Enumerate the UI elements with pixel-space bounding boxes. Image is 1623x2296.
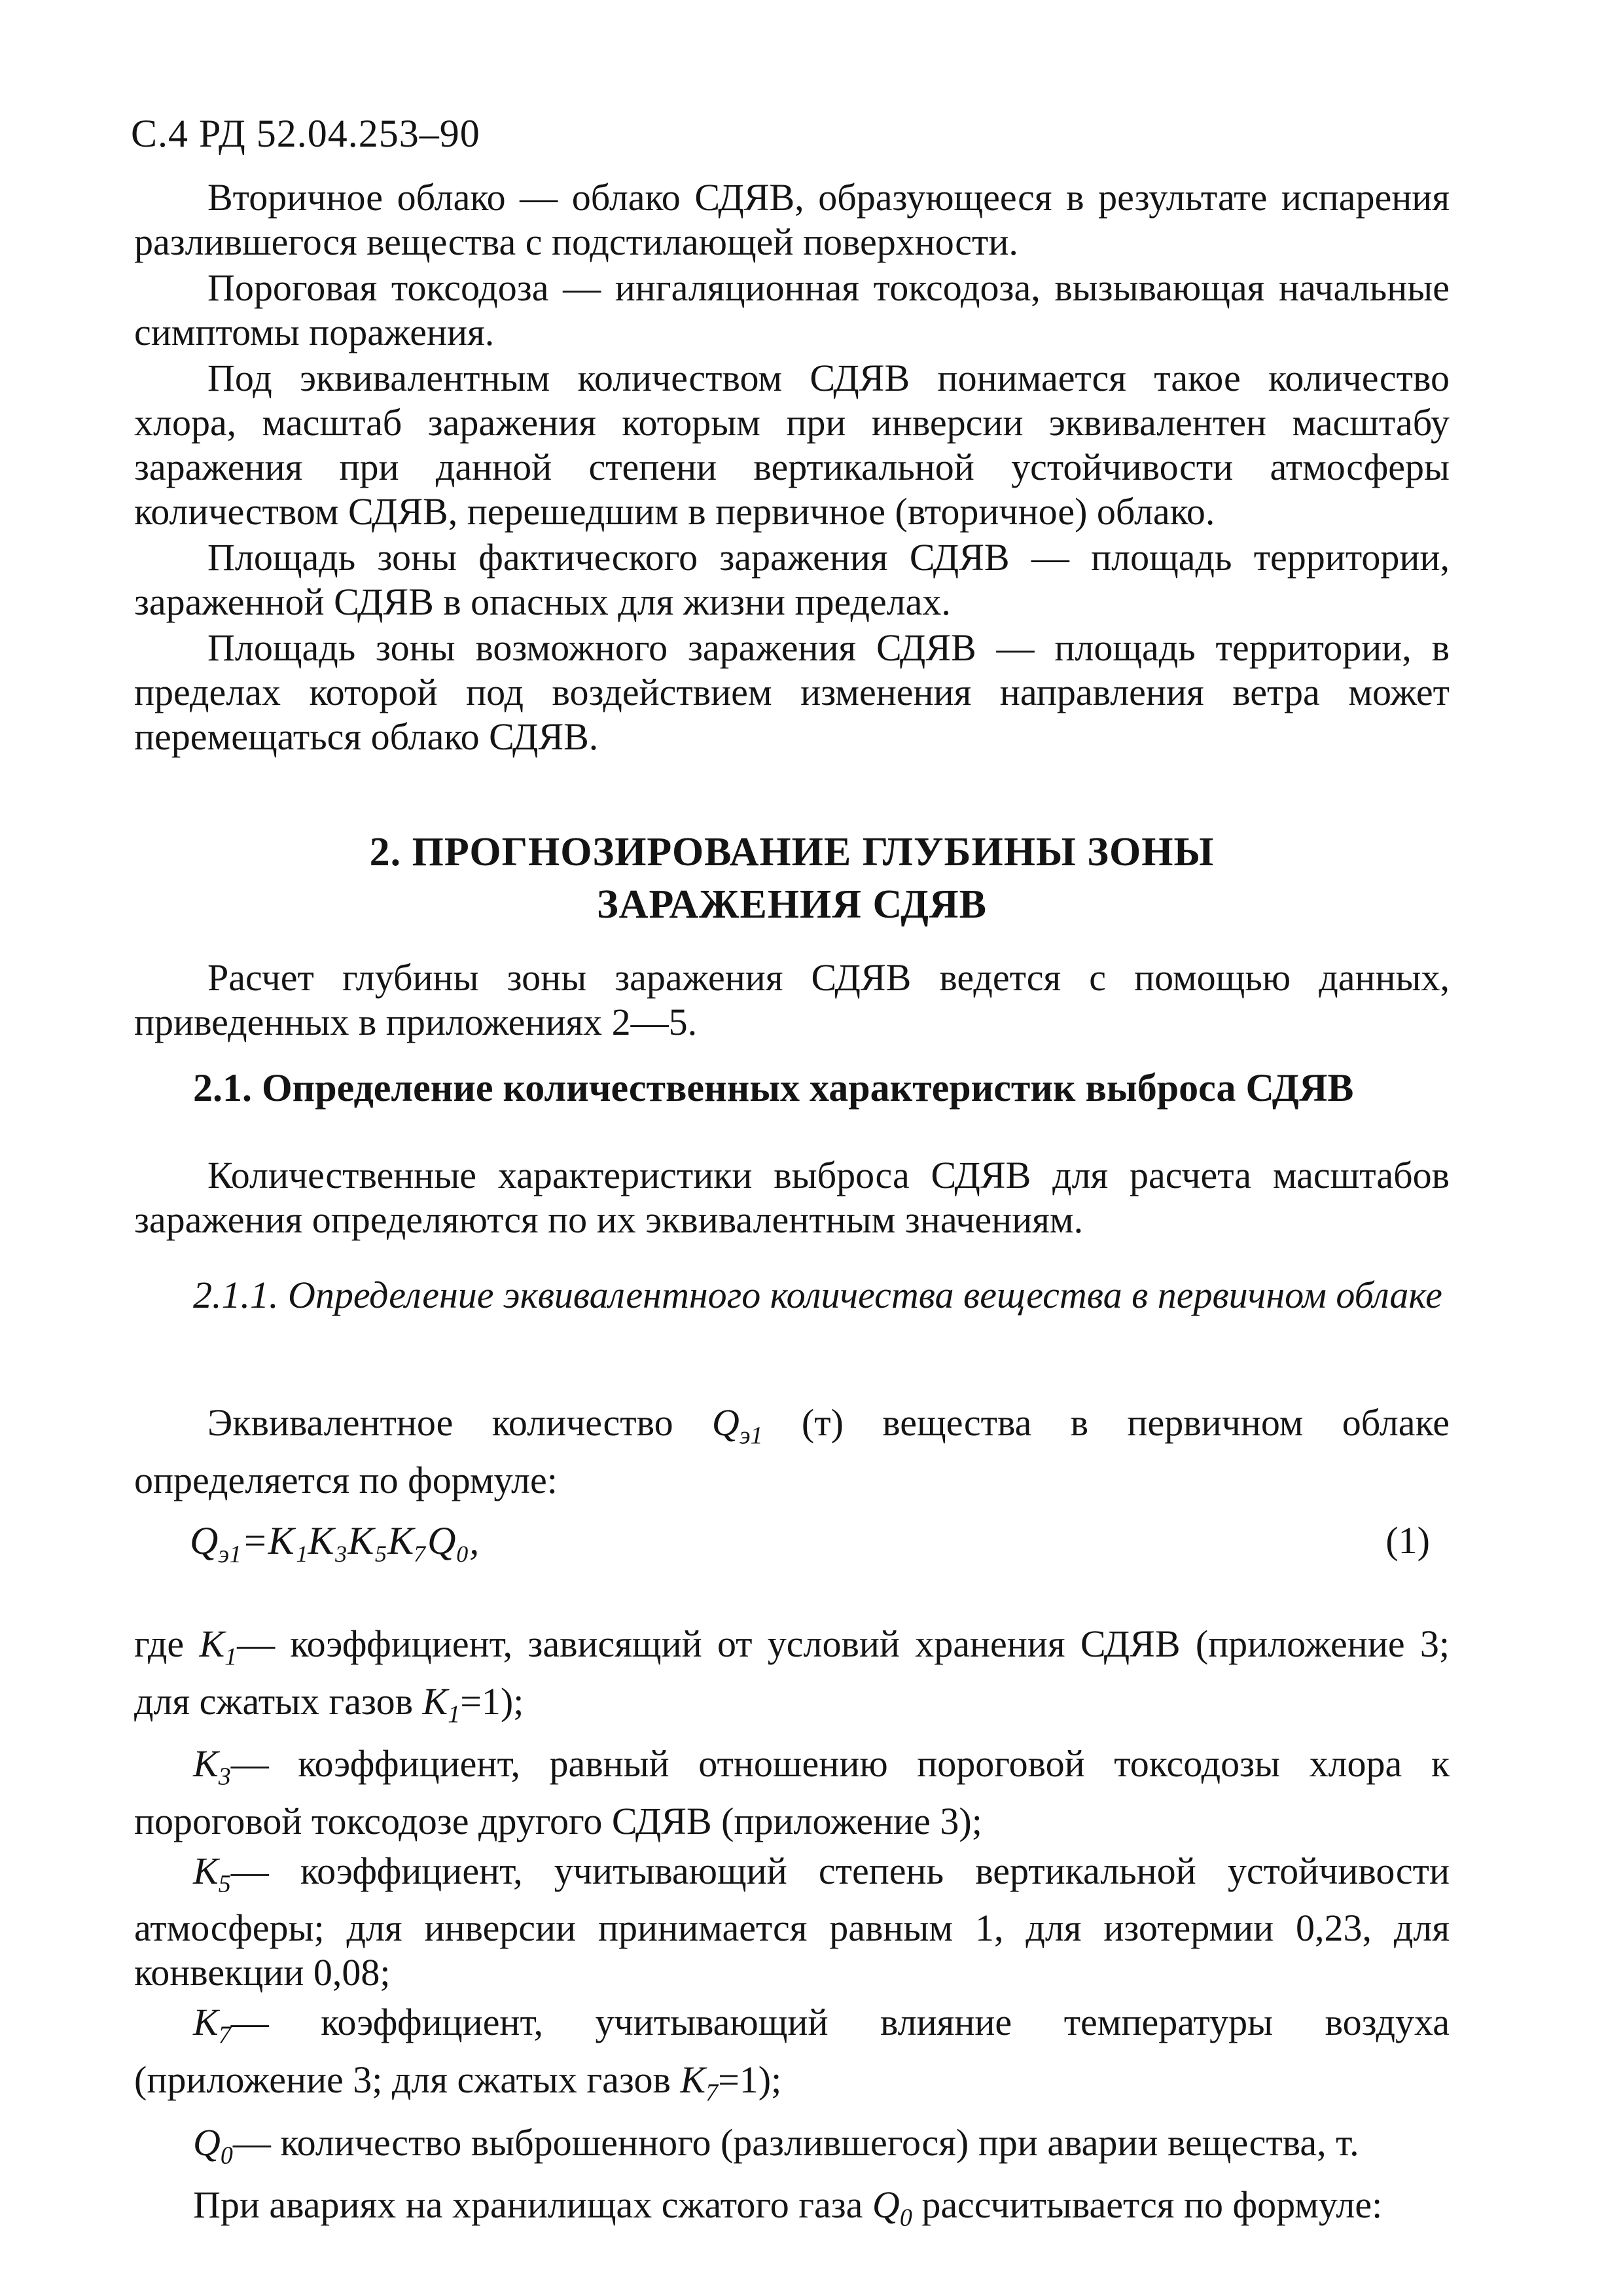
k-subscript: 1 (224, 1643, 238, 1671)
q-symbol (711, 1401, 763, 1450)
k-subscript: 3 (218, 1763, 231, 1791)
formula-q-subscript: э1 (218, 1541, 242, 1568)
formula-number: (1) (1385, 1519, 1430, 1562)
k-subscript: 7 (218, 2021, 231, 2049)
q-subscript: 0 (220, 2142, 233, 2170)
k-subscript: 5 (218, 1870, 231, 1898)
k-subscript: 1 (448, 1700, 461, 1729)
where-prefix: где (134, 1623, 200, 1665)
k1-tail: =1); (460, 1679, 524, 1723)
k1-symbol (422, 1679, 461, 1729)
section-intro: Расчет глубины зоны заражения СДЯВ ведется с помощью данных, приведенных в приложениях 2—5. (134, 956, 1450, 1043)
k7-symbol (193, 2001, 231, 2049)
lead-text: (т) вещества в первичном облаке определяется по формуле: (134, 1401, 1450, 1501)
formula-body: =K₁K₃K₅K₇Q₀, (241, 1519, 480, 1562)
k7-description: — коэффициент, учитывающий влияние температуры воздуха (приложение 3; для сжатых газов (134, 2001, 1450, 2101)
variable-k7 (134, 2000, 1450, 2115)
closing-text: При авариях на хранилищах сжатого газа (193, 2183, 872, 2227)
definition-paragraph: Под эквивалентным количеством СДЯВ понимается такое количество хлора, масштаб заражения которым при инверсии эквивалентен масштабу заражения при данной степени вертикальной устойчивости атмосферы количеством СДЯВ, перешедшим в первичное (вторичное) облако. (134, 357, 1450, 533)
variable-q0 (134, 2121, 1450, 2178)
k5-symbol (193, 1849, 231, 1898)
page-header: С.4 РД 52.04.253–90 (131, 112, 480, 155)
k-letter: K (193, 2001, 219, 2044)
formula-q: Q (190, 1519, 219, 1562)
formula-row (134, 1518, 1450, 1571)
k-subscript: 7 (705, 2079, 719, 2107)
section-heading (134, 826, 1450, 931)
definition-paragraph: Площадь зоны возможного заражения СДЯВ — площадь территории, в пределах которой под воздействием изменения направления ветра может перемещаться облако СДЯВ. (134, 626, 1450, 758)
subsection-heading: 2.1. Определение количественных характеристик выброса СДЯВ (193, 1066, 1354, 1109)
definition-paragraph: Площадь зоны фактического заражения СДЯВ — площадь территории, зараженной СДЯВ в опасных для жизни пределах. (134, 536, 1450, 623)
q0-symbol (872, 2183, 912, 2232)
variables-list (134, 1622, 1450, 2246)
subsection-text-block (134, 1153, 1450, 1244)
sub-subsection-heading: 2.1.1. Определение эквивалентного количества вещества в первичном облаке (193, 1274, 1442, 1316)
k1-description: — коэффициент, зависящий от условий хранения СДЯВ (приложение 3; для сжатых газов (134, 1623, 1450, 1723)
k7-symbol (680, 2058, 719, 2107)
variable-k3 (134, 1742, 1450, 1844)
definition-paragraph: Пороговая токсодоза — ингаляционная токсодоза, вызывающая начальные симптомы поражения. (134, 266, 1450, 353)
q-letter: Q (711, 1401, 740, 1444)
closing-text: рассчитывается по формуле: (912, 2183, 1383, 2227)
lead-text: Эквивалентное количество (207, 1401, 712, 1444)
k-letter: K (199, 1623, 225, 1665)
section-heading-line: ЗАРАЖЕНИЯ СДЯВ (596, 882, 988, 927)
section-intro-block (134, 956, 1450, 1046)
k1-symbol (199, 1623, 238, 1671)
closing-paragraph (134, 2183, 1450, 2240)
k3-description: — коэффициент, равный отношению пороговой токсодозы хлора к пороговой токсодозе другого СДЯВ (приложение 3); (134, 1742, 1450, 1842)
definitions-block (134, 175, 1450, 761)
q-letter: Q (193, 2121, 221, 2164)
definition-paragraph: Вторичное облако — облако СДЯВ, образующееся в результате испарения разлившегося вещества с подстилающей поверхности. (134, 176, 1450, 263)
k3-symbol (193, 1742, 231, 1791)
formula-lead-block (134, 1401, 1450, 1504)
formula-lead-text (134, 1401, 1450, 1503)
q-letter: Q (872, 2183, 900, 2227)
k-letter: K (193, 1742, 219, 1785)
q-subscript: 0 (899, 2204, 912, 2232)
k7-tail: =1); (718, 2058, 782, 2101)
k5-description: — коэффициент, учитывающий степень вертикальной устойчивости атмосферы; для инверсии принимается равным 1, для изотермии 0,23, для конвекции 0,08; (134, 1849, 1450, 1994)
q0-description: — количество выброшенного (разлившегося) при аварии вещества, т. (232, 2121, 1359, 2164)
q0-symbol (193, 2121, 233, 2170)
k-letter: K (193, 1849, 219, 1892)
section-heading-line: 2. ПРОГНОЗИРОВАНИЕ ГЛУБИНЫ ЗОНЫ (369, 830, 1215, 874)
variable-k1 (134, 1622, 1450, 1736)
subsection-text: Количественные характеристики выброса СДЯВ для расчета масштабов заражения определяются по их эквивалентным значениям. (134, 1154, 1450, 1241)
k-letter: K (422, 1679, 448, 1723)
q-subscript: э1 (739, 1422, 763, 1450)
k-letter: K (680, 2058, 706, 2101)
formula (190, 1518, 479, 1569)
variable-k5 (134, 1849, 1450, 1996)
